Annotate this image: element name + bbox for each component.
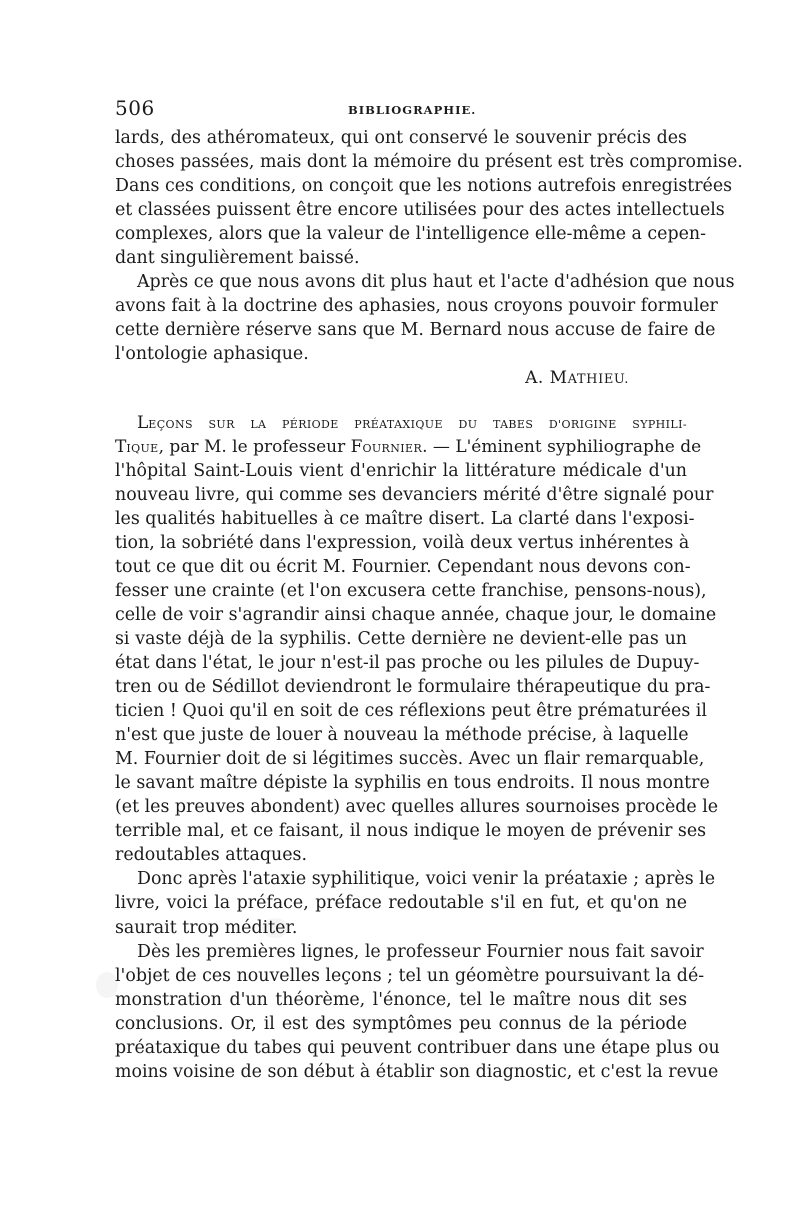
author-first-letter: F — [350, 436, 363, 457]
text-line: dant singulièrement baissé. — [115, 248, 360, 269]
paragraph-1 — [115, 126, 743, 270]
review-heading — [115, 411, 687, 435]
page-header — [115, 96, 687, 122]
signature-name-rest: ATHIEU. — [567, 372, 629, 388]
text-line: Donc après l'ataxie syphilitique, voici venir la préataxie ; après le — [137, 869, 716, 890]
text-line: moins voisine de son début à établir son diagnostic, et c'est la revue — [115, 1061, 719, 1082]
text-line: tren ou de Sédillot deviendront le formulaire thérapeutique du pra- — [115, 677, 711, 698]
text-line: choses passées, mais dont la mémoire du présent est très compromise. — [115, 152, 743, 173]
heading-cont-first: T — [115, 436, 127, 457]
text-line: n'est que juste de louer à nouveau la méthode précise, à laquelle — [115, 725, 689, 746]
text-line: l'hôpital Saint-Louis vient d'enrichir la littérature médicale d'un — [115, 460, 687, 481]
section-gap — [115, 391, 687, 411]
heading-after-author: . — L'éminent syphiliographe de — [422, 436, 702, 457]
paragraph-5 — [115, 940, 720, 1084]
text-line: Après ce que nous avons dit plus haut et l'acte d'adhésion que nous — [137, 272, 735, 293]
text-line: nouveau livre, qui comme ses devanciers mérité d'être signalé pour — [115, 484, 714, 505]
text-line: redoutables attaques. — [115, 845, 307, 866]
text-line: l'ontologie aphasique. — [115, 344, 309, 365]
review-heading-cont — [115, 435, 702, 459]
heading-title: EÇONS SUR LA PÉRIODE PRÉATAXIQUE DU TABES D'ORIGINE SYPHILI- — [148, 417, 687, 431]
heading-first-letter: L — [137, 412, 149, 433]
signature-name-first: M — [549, 368, 568, 389]
text-line: (et les preuves abondent) avec quelles allures sournoises procède le — [115, 797, 719, 818]
text-line: complexes, alors que la valeur de l'intelligence elle-même a cepen- — [115, 224, 706, 245]
author-name: OURNIER — [362, 441, 423, 455]
text-line: terrible mal, et ce faisant, il nous indique le moyen de prévenir ses — [115, 821, 707, 842]
paragraph-2 — [115, 270, 735, 366]
text-line: ticien ! Quoi qu'il en soit de ces réflexions peut être prématurées il — [115, 701, 707, 722]
text-line: les qualités habituelles à ce maître disert. La clarté dans l'exposi- — [115, 508, 695, 529]
author-intro: , par M. le professeur — [158, 436, 351, 457]
book-page — [115, 96, 743, 1084]
running-head: BIBLIOGRAPHIE. — [348, 103, 477, 117]
text-line: préataxique du tabes qui peuvent contribuer dans une étape plus ou — [115, 1037, 720, 1058]
page-number: 506 — [115, 96, 155, 120]
text-line: celle de voir s'agrandir ainsi chaque année, chaque jour, le domaine — [115, 604, 717, 625]
text-line: Dans ces conditions, on conçoit que les notions autrefois enregistrées — [115, 176, 733, 197]
text-line: livre, voici la préface, préface redoutable s'il en fut, et qu'on ne — [115, 893, 687, 914]
text-line: cette dernière réserve sans que M. Bernard nous accuse de faire de — [115, 320, 716, 341]
text-line: et classées puissent être encore utilisées pour des actes intellectuels — [115, 200, 725, 221]
text-line: conclusions. Or, il est des symptômes peu connus de la période — [115, 1013, 687, 1034]
text-line: M. Fournier doit de si légitimes succès. Avec un flair remarquable, — [115, 749, 705, 770]
text-line: avons fait à la doctrine des aphasies, nous croyons pouvoir formuler — [115, 296, 718, 317]
text-line: le savant maître dépiste la syphilis en tous endroits. Il nous montre — [115, 773, 710, 794]
signature-initial: A. — [525, 368, 544, 389]
heading-cont-rest: IQUE — [126, 441, 159, 455]
text-line: lards, des athéromateux, qui ont conservé le souvenir précis des — [115, 128, 687, 148]
text-line: état dans l'état, le jour n'est-il pas proche ou les pilules de Dupuy- — [115, 652, 700, 673]
text-line: l'objet de ces nouvelles leçons ; tel un géomètre poursuivant la dé- — [115, 965, 705, 986]
text-line: tion, la sobriété dans l'expression, voilà deux vertus inhérentes à — [115, 532, 690, 553]
text-line: Dès les premières lignes, le professeur Fournier nous fait savoir — [137, 941, 704, 962]
text-line: tout ce que dit ou écrit M. Fournier. Cependant nous devons con- — [115, 556, 691, 577]
review-section — [115, 411, 719, 868]
author-signature — [115, 366, 687, 390]
text-line: si vaste déjà de la syphilis. Cette dernière ne devient-elle pas un — [115, 628, 687, 649]
text-line: saurait trop méditer. — [115, 917, 298, 938]
paragraph-4 — [115, 867, 716, 939]
text-line: monstration d'un théorème, l'énonce, tel le maître nous dit ses — [115, 989, 687, 1010]
text-line: fesser une crainte (et l'on excusera cette franchise, pensons-nous), — [115, 580, 707, 601]
